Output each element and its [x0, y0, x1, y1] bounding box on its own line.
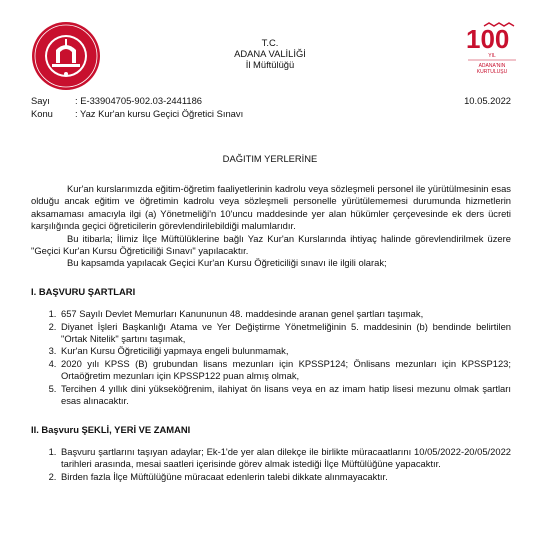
paragraph: Bu kapsamda yapılacak Geçici Kur'an Kursu Öğreticiliği sınavı ile ilgili olarak;: [67, 257, 387, 269]
application-list: [31, 446, 511, 483]
list-item: 2. Birden fazla İlçe Müftülüğüne müracaat edenlerin talebi dikkate alınmayacaktır.: [59, 471, 511, 483]
adana-100-year-logo: [462, 22, 522, 80]
konu-value: : Yaz Kur'an kursu Geçici Öğretici Sınavı: [75, 107, 244, 119]
list-item: 3. Kur'an Kursu Öğreticiliği yapmaya engeli bulunmamak,: [59, 345, 511, 357]
paragraph: Kur'an kurslarımızda eğitim-öğretim faaliyetlerinin kadrolu veya sözleşmeli personel ile yürütülmesinin esas olduğu ancak eğitim ve öğretimin kadrolu veya sözleşmeli personelle yürütülememesi durumunda hizmetlerin aksamaması amacıyla ilgi (a) Yönetmeliği'n 10'uncu maddesinde yer alan hükümler çerçevesinde ek ders ücreti karşılığında geçici öğreticilerin görevlendirilebildiği malumlarıdır.: [31, 183, 511, 232]
logo-sub1: YIL: [488, 53, 496, 59]
diyanet-logo: [30, 20, 102, 92]
list-item: 5. Tercihen 4 yıllık dini yükseköğrenim, ilahiyat ön lisans veya en az imam hatip lisesi mezunu olmak şartları esas alınacaktır.: [59, 383, 511, 408]
logo-sub2: ADANA'NIN: [478, 63, 506, 69]
section-heading-1: I. BAŞVURU ŞARTLARI: [31, 285, 136, 297]
header-line-3: İl Müftülüğü: [245, 59, 295, 70]
document-date: 10.05.2022: [464, 95, 511, 106]
header-line-1: T.C.: [261, 37, 279, 48]
paragraph: Bu itibarla; İlimiz İlçe Müftülüklerine bağlı Yaz Kur'an Kurslarında ihtiyaç halinde görevlendirilmek üzere "Geçici Kur'an Kursu Öğreticiliği Sınavı" yapılacaktır.: [31, 232, 511, 257]
list-item: 1. 657 Sayılı Devlet Memurları Kanununun 48. maddesinde aranan genel şartları taşımak,: [59, 308, 511, 320]
sayi-value: : E-33904705-902.03-2441186: [75, 95, 203, 106]
list-item: 4. 2020 yılı KPSS (B) grubundan lisans mezunları için KPSSP124; Önlisans mezunları için KPSSP123; Ortaöğretim mezunları için KPSSP122 puan almış olmak,: [59, 358, 511, 383]
logo-sub3: KURTULUŞU: [476, 69, 508, 75]
konu-label: Konu: [31, 107, 53, 119]
requirements-list: [31, 308, 511, 407]
recipient-title: DAĞITIM YERLERİNE: [222, 153, 318, 164]
letterhead: [180, 37, 360, 70]
logo-number: 100: [466, 24, 510, 54]
list-item: 1. Başvuru şartlarını taşıyan adaylar; Ek-1'de yer alan dilekçe ile birlikte müracaatlarını 10/05/2022-20/05/2022 tarihleri arasında, mesai saatleri içerisinde görev almak istediği İlçe Müftülüğüne yapacaktır.: [59, 446, 511, 471]
document-meta: [31, 95, 511, 120]
list-item: 2. Diyanet İşleri Başkanlığı Atama ve Yer Değiştirme Yönetmeliğinin 5. maddesinin (b) bendinde belirtilen "Ortak Nitelik" şartını taşımak,: [59, 321, 511, 346]
header-line-2: ADANA VALİLİĞİ: [234, 48, 306, 59]
document-body: [31, 183, 511, 483]
sayi-label: Sayı: [31, 95, 50, 106]
section-heading-2: II. Başvuru ŞEKLİ, YERİ VE ZAMANI: [31, 423, 191, 435]
